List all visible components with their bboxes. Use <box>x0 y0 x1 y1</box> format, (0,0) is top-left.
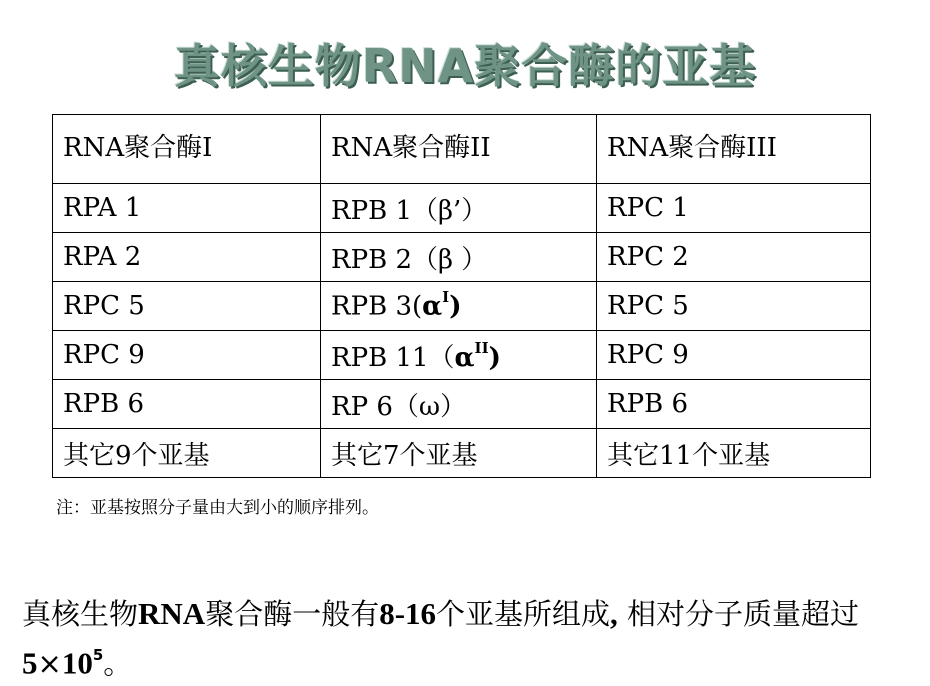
summary-part: 聚合酶一般有 <box>205 597 380 631</box>
table-cell: RPB 6 <box>53 380 321 429</box>
table-cell: 其它9个亚基 <box>53 429 321 478</box>
summary-part: 个亚基所组成 <box>436 597 611 631</box>
table-cell: 其它11个亚基 <box>597 429 871 478</box>
table-cell: RPB 6 <box>597 380 871 429</box>
cell-text: ) <box>449 291 462 322</box>
column-header: RNA聚合酶I <box>53 115 321 184</box>
table-header-row <box>53 115 871 184</box>
table-cell: RPC 2 <box>597 233 871 282</box>
summary-part: 相对分子质量超过 <box>617 597 860 631</box>
summary-part: , <box>610 596 618 631</box>
table-cell: RPA 1 <box>53 184 321 233</box>
summary-part: 8-16 <box>379 596 437 631</box>
table-cell: RPB 1（β’） <box>321 184 597 233</box>
summary-part: 5 <box>22 645 38 681</box>
table-cell <box>321 282 597 331</box>
table-cell: RPB 2（β ） <box>321 233 597 282</box>
table-cell <box>321 331 597 380</box>
footnote: 注：亚基按照分子量由大到小的顺序排列。 <box>56 498 379 518</box>
cell-text: ) <box>488 342 501 373</box>
greek-letter: α <box>454 342 475 373</box>
column-header: RNA聚合酶III <box>597 115 871 184</box>
table-cell: RPC 1 <box>597 184 871 233</box>
subunit-table <box>52 114 871 478</box>
table-row <box>53 184 871 233</box>
table-cell: RPC 9 <box>597 331 871 380</box>
table-cell: RPC 5 <box>597 282 871 331</box>
summary-exponent: 5 <box>92 646 104 664</box>
summary-part: 真核生物 <box>22 597 139 631</box>
summary-part: 10 <box>61 645 93 681</box>
table-row <box>53 429 871 478</box>
superscript: II <box>474 338 489 357</box>
cell-text: RPB 3( <box>331 291 423 322</box>
table-row <box>53 380 871 429</box>
column-header: RNA聚合酶II <box>321 115 597 184</box>
table-cell: RP 6（ω） <box>321 380 597 429</box>
slide-title: 真核生物RNA聚合酶的亚基 <box>173 39 757 93</box>
cell-text: RPB 11（ <box>331 342 455 373</box>
table-row <box>53 282 871 331</box>
superscript: I <box>442 287 450 306</box>
summary-part: × <box>37 646 62 681</box>
table-row <box>53 331 871 380</box>
greek-letter: α <box>422 291 443 322</box>
table-row <box>53 233 871 282</box>
table-cell: 其它7个亚基 <box>321 429 597 478</box>
summary-part: 。 <box>103 646 133 681</box>
summary-part: RNA <box>138 596 206 631</box>
summary-text <box>22 592 912 686</box>
table-cell: RPC 5 <box>53 282 321 331</box>
table-cell: RPA 2 <box>53 233 321 282</box>
table-cell: RPC 9 <box>53 331 321 380</box>
